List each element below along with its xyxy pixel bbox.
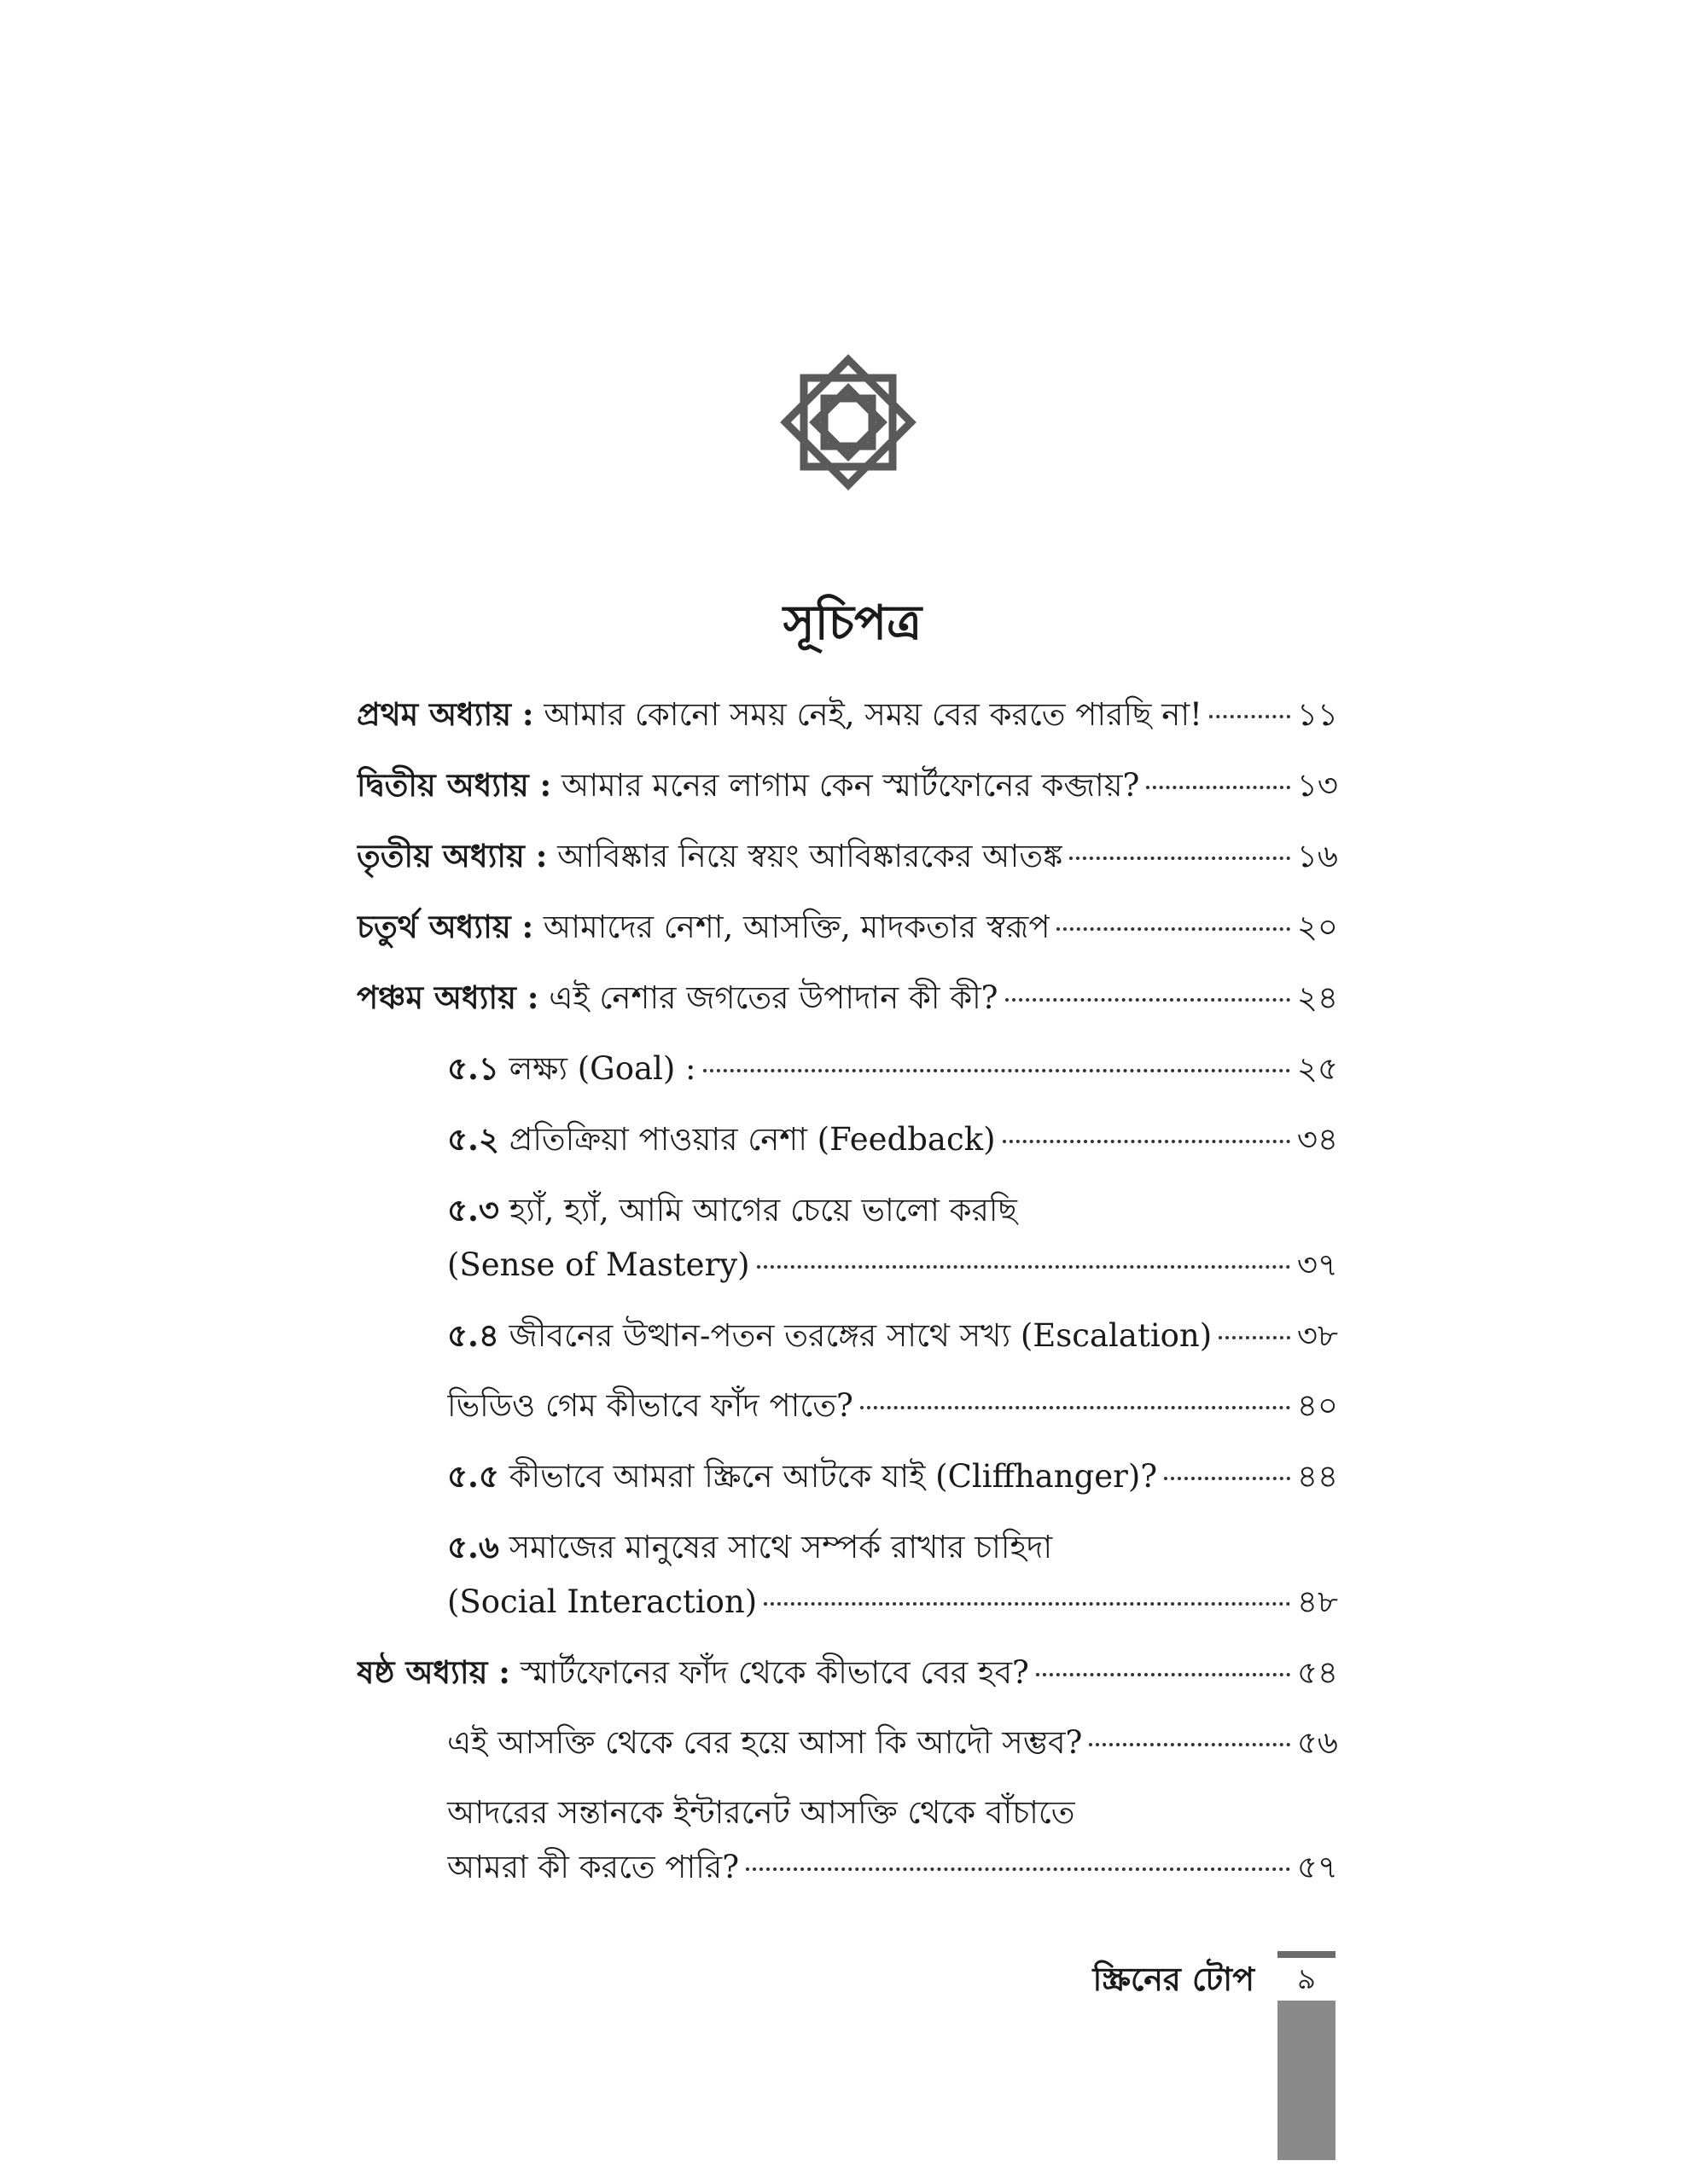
dot-leader bbox=[1056, 927, 1289, 931]
entry-title: এই নেশার জগতের উপাদান কী কী? bbox=[538, 979, 998, 1016]
page-ref: ২০ bbox=[1296, 909, 1338, 945]
toc-entry-section-5-2[interactable] bbox=[447, 1112, 1338, 1167]
dot-leader bbox=[860, 1406, 1290, 1409]
entry-title: জীবনের উত্থান-পতন তরঙ্গের সাথে সখ্য (Escalation) bbox=[498, 1317, 1213, 1354]
dot-leader bbox=[1069, 857, 1290, 860]
toc-entry-video-game[interactable] bbox=[447, 1379, 1338, 1433]
toc-entry-section-5-6[interactable] bbox=[447, 1519, 1338, 1629]
toc-entry-chapter-2[interactable] bbox=[357, 758, 1338, 813]
page-ref: ২৫ bbox=[1296, 1050, 1338, 1087]
dot-leader bbox=[1164, 1477, 1290, 1480]
dot-leader bbox=[746, 1867, 1290, 1871]
dot-leader bbox=[764, 1602, 1290, 1606]
toc-entry-chapter-3[interactable] bbox=[357, 828, 1338, 884]
entry-title: স্মার্টফোনের ফাঁদ থেকে কীভাবে বের হব? bbox=[509, 1654, 1029, 1691]
dot-leader bbox=[1089, 1743, 1290, 1746]
chapter-label: প্রথম অধ্যায় : bbox=[357, 695, 534, 733]
toc-entry-escape-possible[interactable] bbox=[447, 1716, 1338, 1770]
chapter-label: দ্বিতীয় অধ্যায় : bbox=[357, 766, 552, 804]
chapter-label: তৃতীয় অধ্যায় : bbox=[357, 837, 548, 874]
page-ref: ৪৪ bbox=[1296, 1458, 1338, 1495]
toc-entry-section-5-4[interactable] bbox=[447, 1308, 1338, 1363]
page-ref: ১১ bbox=[1296, 696, 1338, 733]
entry-title: কীভাবে আমরা স্ক্রিনে আটকে যাই (Cliffhanger)? bbox=[498, 1458, 1158, 1495]
entry-title: আমার মনের লাগাম কেন স্মার্টফোনের কব্জায়? bbox=[551, 767, 1140, 804]
dot-leader bbox=[757, 1265, 1290, 1269]
entry-title: লক্ষ্য (Goal) : bbox=[498, 1050, 696, 1087]
chapter-label: পঞ্চম অধ্যায় : bbox=[357, 979, 539, 1016]
toc-entry-chapter-5[interactable] bbox=[357, 970, 1338, 1025]
page-ref: ১৩ bbox=[1296, 767, 1338, 804]
entry-title: হ্যাঁ, হ্যাঁ, আমি আগের চেয়ে ভালো করছি bbox=[498, 1192, 1017, 1228]
toc-entry-section-5-1[interactable] bbox=[447, 1041, 1338, 1096]
page-ref: ৫৭ bbox=[1296, 1849, 1338, 1885]
dot-leader bbox=[1005, 998, 1290, 1002]
entry-title: এই আসক্তি থেকে বের হয়ে আসা কি আদৌ সম্ভব? bbox=[447, 1724, 1083, 1761]
dot-leader bbox=[1146, 786, 1290, 789]
toc-entry-chapter-6[interactable] bbox=[357, 1645, 1338, 1700]
page-ref: ৫৪ bbox=[1296, 1654, 1338, 1691]
page-ref: ৪০ bbox=[1296, 1387, 1338, 1424]
tab-top-rule bbox=[1277, 1951, 1335, 1958]
entry-title: আমার কোনো সময় নেই, সময় বের করতে পারছি না! bbox=[533, 696, 1202, 733]
entry-title: প্রতিক্রিয়া পাওয়ার নেশা (Feedback) bbox=[498, 1121, 996, 1158]
entry-title: আদরের সন্তানকে ইন্টারনেট আসক্তি থেকে বাঁচাতে bbox=[447, 1794, 1075, 1831]
page-ref: ৩৭ bbox=[1296, 1246, 1338, 1283]
section-number: ৫.১ bbox=[447, 1049, 499, 1087]
entry-title: সমাজের মানুষের সাথে সম্পর্ক রাখার চাহিদা bbox=[498, 1529, 1053, 1565]
dot-leader bbox=[703, 1069, 1290, 1072]
entry-title: আবিষ্কার নিয়ে স্বয়ং আবিষ্কারকের আতঙ্ক bbox=[547, 838, 1063, 874]
toc-entry-section-5-3[interactable] bbox=[447, 1182, 1338, 1292]
page-ref: ১৬ bbox=[1296, 838, 1338, 874]
entry-title-continued: (Sense of Mastery) bbox=[447, 1246, 750, 1283]
toc-title: সূচিপত্র bbox=[783, 595, 922, 651]
section-number: ৫.৬ bbox=[447, 1528, 499, 1565]
section-number: ৫.৩ bbox=[447, 1191, 499, 1228]
dot-leader bbox=[1003, 1140, 1290, 1143]
page-ref: ৫৬ bbox=[1296, 1724, 1338, 1761]
dot-leader bbox=[1209, 715, 1290, 718]
page-ref: ৩৪ bbox=[1296, 1121, 1338, 1158]
entry-title-continued: আমরা কী করতে পারি? bbox=[447, 1849, 740, 1885]
running-title: স্ক্রিনের টোপ bbox=[1092, 1960, 1254, 1998]
entry-title: ভিডিও গেম কীভাবে ফাঁদ পাতে? bbox=[447, 1387, 853, 1424]
table-of-contents bbox=[357, 687, 1338, 1910]
toc-entry-section-5-5[interactable] bbox=[447, 1449, 1338, 1504]
entry-title: আমাদের নেশা, আসক্তি, মাদকতার স্বরূপ bbox=[533, 909, 1050, 945]
page-ref: ৪৮ bbox=[1296, 1583, 1338, 1620]
page-ref: ৩৮ bbox=[1296, 1317, 1338, 1354]
page-number-tab bbox=[1277, 1951, 1335, 2160]
chapter-label: চতুর্থ অধ্যায় : bbox=[357, 908, 534, 945]
page-number: ৯ bbox=[1296, 1962, 1317, 1996]
section-number: ৫.৪ bbox=[447, 1316, 499, 1354]
octagonal-knot-ornament-icon bbox=[763, 337, 934, 508]
chapter-label: ষষ্ঠ অধ্যায় : bbox=[357, 1653, 510, 1691]
page-ref: ২৪ bbox=[1296, 979, 1338, 1016]
toc-entry-chapter-1[interactable] bbox=[357, 687, 1338, 742]
dot-leader bbox=[1219, 1336, 1290, 1339]
section-number: ৫.৫ bbox=[447, 1457, 499, 1495]
toc-entry-protect-children[interactable] bbox=[447, 1786, 1338, 1895]
toc-entry-chapter-4[interactable] bbox=[357, 899, 1338, 955]
tab-body bbox=[1277, 2001, 1335, 2160]
dot-leader bbox=[1036, 1673, 1290, 1676]
section-number: ৫.২ bbox=[447, 1120, 499, 1158]
entry-title-continued: (Social Interaction) bbox=[447, 1583, 758, 1620]
